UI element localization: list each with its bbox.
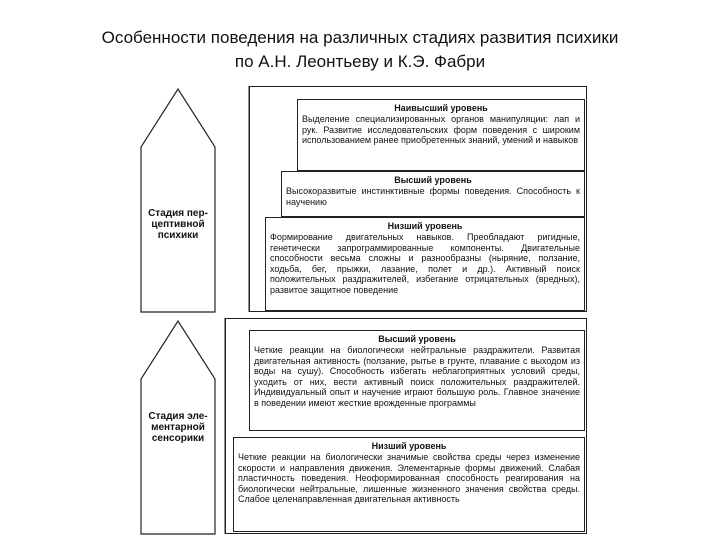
page-title-line-1: Особенности поведения на различных стадиях развития психики (101, 28, 619, 47)
sensory-high-level-box (249, 330, 585, 431)
sensory-stage-label-line-2: ментарной (151, 422, 205, 433)
sensory-stage-label-line-1: Стадия эле- (148, 411, 208, 422)
sensory-high-level-title: Высший уровень (378, 334, 456, 344)
perceptual-high-level-text: Высокоразвитые инстинктивные формы поведения. Способность к научению (286, 186, 580, 207)
sensory-high-level-text: Четкие реакции на биологически нейтральные раздражители. Развитая двигательная активность (ползание, рытье в грунте, плавание с выходом из воды на сушу). Способность избегать неблагоприятных условий среды, уходить от них, вести активный поиск положительных раздражителей. Индивидуальный опыт и научение играют большую роль. Главное значение в поведении имеют жесткие врожденные программы (254, 345, 580, 408)
sensory-stage-label (142, 411, 214, 444)
sensory-low-level-text: Четкие реакции на биологически значимые свойства среды через изменение скорости и направления движения. Элементарные формы движений. Слабая пластичность поведения. Неоформированная способность реагирования на биологически нейтральные, лишенные жизненного значения свойства среды. Слабое целенаправленная двигательная активность (238, 452, 580, 505)
sensory-stage-label-line-3: сенсорики (151, 433, 205, 444)
sensory-low-level-title: Низший уровень (371, 441, 447, 451)
perceptual-highest-level-text: Выделение специализированных органов манипуляции: лап и рук. Развитие исследовательских форм поведения с широким использованием ранее приобретенных знаний, умений и навыков (302, 114, 580, 146)
perceptual-stage-label-line-1: Стадия пер- (148, 208, 208, 219)
perceptual-low-level-title: Низший уровень (387, 221, 463, 231)
perceptual-stage-arrow (141, 89, 215, 312)
page-title-line-2: по А.Н. Леонтьеву и К.Э. Фабри (234, 52, 486, 71)
perceptual-stage-label-line-2: цептивной (151, 219, 205, 230)
perceptual-highest-level-box (297, 99, 585, 171)
sensory-low-level-box (233, 437, 585, 532)
perceptual-low-level-box (265, 217, 585, 311)
perceptual-highest-level-title: Наивысший уровень (394, 103, 488, 113)
perceptual-high-level-box (281, 171, 585, 217)
perceptual-low-level-text: Формирование двигательных навыков. Преобладают ригидные, генетически запрограммированные компоненты. Двигательные способности весьма сложны и разнообразны (ныряние, ползание, ходьба, бег, прыжки, лазание, полет и др.). Активный поиск положительных раздражителей, избегание отрицательных (вредных), развитое защитное поведение (270, 232, 580, 295)
perceptual-high-level-title: Высший уровень (394, 175, 472, 185)
perceptual-stage-label (142, 208, 214, 241)
perceptual-stage-label-line-3: психики (157, 230, 199, 241)
